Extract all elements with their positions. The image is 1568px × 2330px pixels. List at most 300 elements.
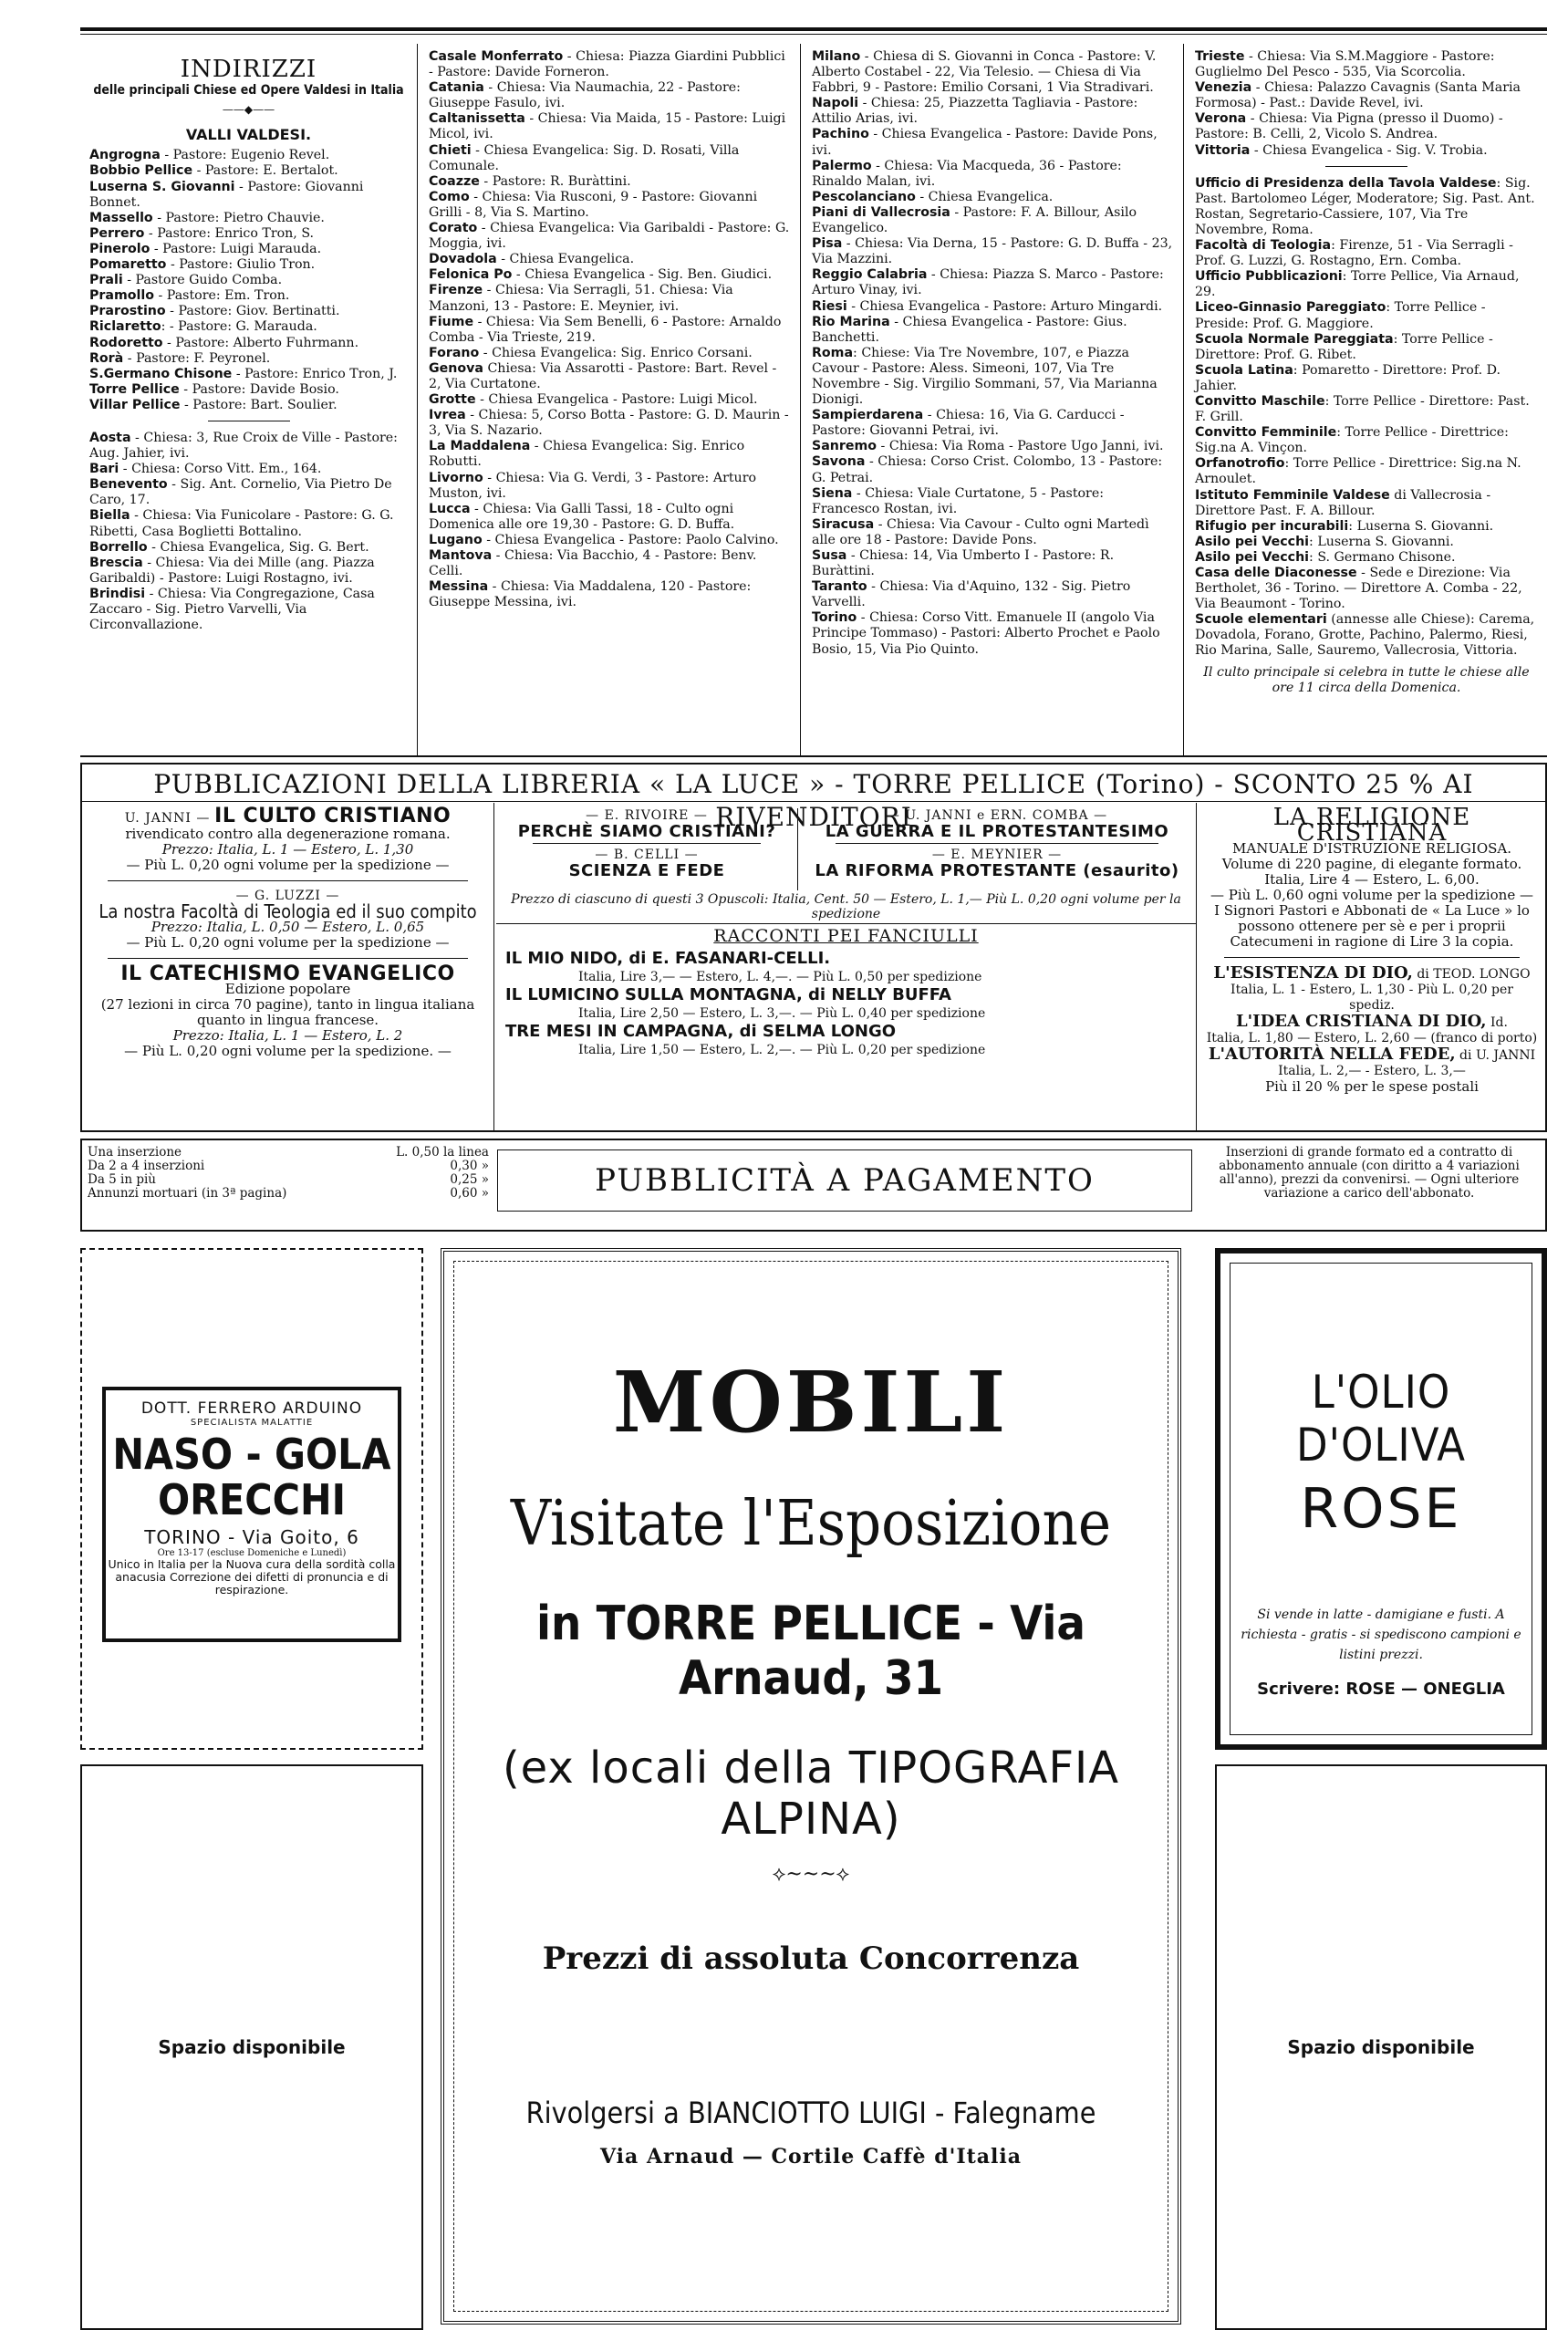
directory-entry bbox=[89, 257, 408, 273]
publications-column-2 bbox=[496, 803, 1197, 1130]
entry-name: Rorà bbox=[89, 350, 124, 366]
book-note: I Signori Pastori e Abbonati de « La Luce » lo possono ottenere per sè e per i proprii Catecumeni in ragione di Lire 3 la copia. bbox=[1214, 902, 1530, 950]
longo-book bbox=[1206, 965, 1538, 1014]
entry-name: Rio Marina bbox=[812, 314, 890, 329]
entry-name: Torino bbox=[812, 610, 857, 626]
entry-name: Savona bbox=[812, 454, 866, 470]
entry-text: : Luserna S. Giovanni. bbox=[1309, 534, 1454, 549]
directory-entry bbox=[89, 367, 408, 382]
entry-text: - Chiesa: Corso Crist. Colombo, 13 - Pastore: G. Petrai. bbox=[812, 454, 1163, 485]
directory-entry bbox=[429, 392, 791, 408]
entry-name: Genova bbox=[429, 360, 483, 376]
story-price: Italia, Lire 2,50 — Estero, L. 3,—. — Più L. 0,40 per spedizione bbox=[578, 1006, 986, 1021]
longo-author: di TEOD. LONGO bbox=[1412, 967, 1531, 982]
directory-entry bbox=[1195, 80, 1538, 111]
entry-text: - Chiesa Evangelica - Sig. V. Trobia. bbox=[1250, 142, 1488, 158]
entry-text: - Chiesa: Palazzo Cavagnis (Santa Maria Formosa) - Past.: Davide Revel, ivi. bbox=[1195, 80, 1521, 111]
entry-text: - Pastore Guido Comba. bbox=[122, 273, 283, 288]
entry-name: Grotte bbox=[429, 392, 476, 408]
directory-entry bbox=[812, 315, 1174, 346]
entry-name: Scuole elementari bbox=[1195, 612, 1327, 628]
directory-entry bbox=[812, 299, 1174, 315]
longo-book bbox=[1206, 1046, 1538, 1079]
directory-entry bbox=[812, 190, 1174, 205]
directory-section bbox=[80, 44, 1547, 757]
olio-desc: Si vende in latte - damigiane e fusti. A richiesta - gratis - si spediscono campioni e listini prezzi. bbox=[1241, 1607, 1521, 1662]
available-space-left: Spazio disponibile bbox=[80, 1764, 423, 2330]
divider bbox=[533, 843, 761, 844]
entry-name: Lugano bbox=[429, 532, 483, 547]
publications-column-3 bbox=[1199, 803, 1545, 1130]
entry-name: Roma bbox=[812, 345, 854, 360]
entry-text: - Chiesa Evangelica - Pastore: Luigi Micol. bbox=[475, 392, 758, 408]
doctor-name: DOTT. FERRERO ARDUINO bbox=[140, 1399, 363, 1418]
directory-column-4 bbox=[1186, 44, 1547, 755]
directory-entry bbox=[812, 346, 1174, 408]
directory-entry bbox=[1195, 519, 1538, 535]
directory-entry bbox=[1195, 143, 1538, 159]
directory-entry bbox=[429, 267, 791, 283]
entry-text: - Chiesa: Via Roma - Pastore Ugo Janni, ivi. bbox=[877, 439, 1164, 454]
directory-entry bbox=[812, 127, 1174, 158]
luzzi-block bbox=[89, 889, 486, 951]
entry-name: Convitto Maschile bbox=[1195, 393, 1325, 409]
entry-name: Liceo-Ginnasio Pareggiato bbox=[1195, 300, 1386, 316]
entry-text: : Torre Pellice - Direttore: Past. F. Grill. bbox=[1195, 393, 1530, 425]
entry-name: Verona bbox=[1195, 111, 1247, 127]
book-shipping: — Più L. 0,20 ogni volume per la spedizione — bbox=[126, 857, 450, 873]
entry-text: - Chiesa: 25, Piazzetta Tagliavia - Pastore: Attilio Arias, ivi. bbox=[812, 96, 1138, 127]
worship-note: Il culto principale si celebra in tutte le chiese alle ore 11 circa della Domenica. bbox=[1203, 664, 1530, 695]
book-price: Prezzo: Italia, L. 0,50 — Estero, L. 0,65 bbox=[151, 919, 425, 935]
olio-title: L'OLIO D'OLIVA bbox=[1295, 1366, 1467, 1472]
longo-author: Id. bbox=[1486, 1015, 1508, 1030]
directory-entry bbox=[1195, 550, 1538, 566]
mobili-prices: Prezzi di assoluta Concorrenza bbox=[542, 1940, 1080, 1977]
entry-text: - Chiesa Evangelica. bbox=[496, 252, 635, 267]
entry-name: Istituto Femminile Valdese bbox=[1195, 487, 1390, 503]
entry-name: S.Germano Chisone bbox=[89, 366, 233, 381]
entry-name: Prarostino bbox=[89, 304, 166, 319]
story-price: Italia, Lire 1,50 — Estero, L. 2,—. — Più L. 0,20 per spedizione bbox=[578, 1043, 986, 1057]
olio-contact: Scrivere: ROSE — ONEGLIA bbox=[1257, 1680, 1505, 1699]
entry-text: - Pastore: Alberto Fuhrmann. bbox=[162, 335, 359, 350]
entry-text: - Chiesa: Via dei Mille (ang. Piazza Garibaldi) - Pastore: Luigi Rostagno, ivi. bbox=[89, 555, 375, 586]
entry-name: Benevento bbox=[89, 477, 168, 493]
directory-entry bbox=[89, 211, 408, 226]
cities-list-4 bbox=[1195, 49, 1538, 159]
longo-price: Italia, L. 1,80 — Estero, L. 2,60 — (franco di porto) bbox=[1206, 1031, 1538, 1045]
entry-text: - Pastore: Davide Bosio. bbox=[179, 381, 339, 397]
entry-name: Pachino bbox=[812, 127, 869, 142]
directory-entry bbox=[1195, 269, 1538, 300]
entry-text: : Luserna S. Giovanni. bbox=[1348, 518, 1494, 534]
cities-list-2 bbox=[429, 49, 791, 610]
directory-entry bbox=[89, 477, 408, 508]
longo-price: Italia, L. 2,— - Estero, L. 3,— bbox=[1278, 1064, 1466, 1078]
entry-name: Livorno bbox=[429, 470, 483, 485]
entry-name: Pomaretto bbox=[89, 257, 167, 273]
entry-name: Angrogna bbox=[89, 148, 161, 163]
entry-text: - Chiesa: Via Pigna (presso il Duomo) - Pastore: B. Celli, 2, Vicolo S. Andrea. bbox=[1195, 111, 1503, 142]
entry-name: Firenze bbox=[429, 283, 483, 298]
entry-text: - Chiesa: Via Sem Benelli, 6 - Pastore: Arnaldo Comba - Via Trieste, 219. bbox=[429, 314, 782, 345]
entry-text: - Chiesa: Piazza Giardini Pubblici - Pastore: Davide Forneron. bbox=[429, 49, 785, 80]
entry-text: - Chiesa di S. Giovanni in Conca - Pastore: V. Alberto Costabel - 22, Via Telesio. — Chiesa di Via Fabbri, 9 - Pastore: Emilio Corsani, 1 Via Stradivari. bbox=[812, 49, 1157, 96]
advertising-rates bbox=[80, 1139, 1547, 1232]
doctor-address: TORINO - Via Goito, 6 bbox=[144, 1526, 359, 1548]
directory-entry bbox=[1195, 425, 1538, 456]
directory-entry bbox=[429, 111, 791, 142]
directory-entry bbox=[429, 361, 791, 392]
book-shipping: — Più L. 0,60 ogni volume per la spedizione — bbox=[1210, 887, 1533, 903]
directory-entry bbox=[89, 304, 408, 319]
entry-name: Aosta bbox=[89, 430, 131, 445]
entry-name: Lucca bbox=[429, 501, 471, 516]
entry-name: Susa bbox=[812, 548, 847, 563]
entry-text: - Chiesa Evangelica - Pastore: Gius. Banchetti. bbox=[812, 314, 1127, 345]
valli-list bbox=[89, 148, 408, 413]
entry-text: - Chiesa: 3, Rue Croix de Ville - Pastore: Aug. Jahier, ivi. bbox=[89, 430, 398, 462]
book-price: Prezzo: Italia, L. 1 — Estero, L. 1,30 bbox=[161, 841, 414, 858]
book-edition: Edizione popolare bbox=[224, 981, 351, 997]
racconti-list bbox=[505, 950, 1187, 1059]
directory-entry bbox=[89, 273, 408, 288]
ad-mobili bbox=[441, 1248, 1181, 2325]
directory-entry bbox=[89, 508, 408, 539]
entry-name: Borrello bbox=[89, 539, 148, 555]
entry-name: Asilo pei Vecchi bbox=[1195, 534, 1310, 549]
entry-text: - Chiesa: Piazza S. Marco - Pastore: Arturo Vinay, ivi. bbox=[812, 267, 1164, 298]
directory-entry bbox=[812, 267, 1174, 298]
top-rule bbox=[80, 27, 1547, 31]
entry-name: Casale Monferrato bbox=[429, 49, 564, 64]
directory-entry bbox=[429, 221, 791, 252]
entry-text: - Sig. Ant. Cornelio, Via Pietro De Caro, 17. bbox=[89, 477, 392, 508]
entry-text: - Chiesa: Corso Vitt. Em., 164. bbox=[119, 462, 322, 477]
entry-text: : Torre Pellice - Direttrice: Sig.na A. Vinçon. bbox=[1195, 425, 1509, 456]
entry-text: - Chiesa: Via Maddalena, 120 - Pastore: Giuseppe Messina, ivi. bbox=[429, 579, 752, 610]
entry-text: : Sig. Past. Bartolomeo Léger, Moderatore; Sig. Past. Ant. Rostan, Segretario-Cassiere, 107, Via Tre Novembre, Roma. bbox=[1195, 175, 1535, 237]
book-title: IL CULTO CRISTIANO bbox=[214, 805, 452, 827]
entry-name: Piani di Vallecrosia bbox=[812, 204, 950, 220]
directory-entry bbox=[89, 462, 408, 477]
entry-text: - Pastore: Enrico Tron, J. bbox=[232, 366, 398, 381]
entry-name: Dovadola bbox=[429, 252, 497, 267]
mobili-title: MOBILI bbox=[612, 1353, 1010, 1451]
directory-title: INDIRIZZI bbox=[180, 56, 317, 83]
directory-entry bbox=[89, 242, 408, 257]
divider bbox=[1224, 957, 1520, 958]
book-desc: rivendicato contro alla degenerazione romana. bbox=[125, 826, 451, 842]
ad-ferrero-frame bbox=[102, 1387, 401, 1642]
olio-brand: ROSE bbox=[1300, 1477, 1462, 1541]
directory-entry bbox=[89, 431, 408, 462]
entry-text: - Pastore: Giulio Tron. bbox=[166, 257, 316, 273]
valli-heading: VALLI VALDESI. bbox=[185, 126, 312, 144]
entry-name: Siena bbox=[812, 485, 853, 501]
entry-text: - Chiesa Evangelica - Pastore: Davide Pons, ivi. bbox=[812, 127, 1158, 158]
publications-title: PUBBLICAZIONI DELLA LIBRERIA « LA LUCE » - TORRE PELLICE (Torino) - SCONTO 25 % AI RIVENDITORI bbox=[82, 768, 1545, 802]
entry-text: : Firenze, 51 - Via Serragli - Prof. G. Luzzi, G. Rostagno, Ern. Comba. bbox=[1195, 238, 1513, 269]
ad-mobili-frame bbox=[453, 1261, 1168, 2312]
entry-name: Como bbox=[429, 189, 470, 204]
doctor-specialist: SPECIALISTA MALATTIE bbox=[190, 1418, 314, 1428]
mobili-visit: Visitate l'Esposizione bbox=[510, 1488, 1112, 1560]
directory-entry bbox=[812, 96, 1174, 127]
entry-name: Palermo bbox=[812, 158, 872, 173]
book-title: IL CATECHISMO EVANGELICO bbox=[120, 962, 455, 985]
ornament-icon: ⟡~~~⟡ bbox=[772, 1863, 850, 1886]
entry-text: : Torre Pellice - Direttrice: Sig.na N. Arnoulet. bbox=[1195, 456, 1521, 487]
rate-row bbox=[88, 1146, 489, 1160]
directory-entry bbox=[1195, 535, 1538, 550]
book-title: La nostra Facoltà di Teologia ed il suo compito bbox=[99, 900, 477, 922]
entry-text: : Pomaretto - Direttore: Prof. D. Jahier. bbox=[1195, 362, 1501, 393]
entry-text: - Chiesa: Via Naumachia, 22 - Pastore: Giuseppe Fasulo, ivi. bbox=[429, 80, 741, 111]
entry-name: Asilo pei Vecchi bbox=[1195, 549, 1310, 565]
entry-name: Ufficio Pubblicazioni bbox=[1195, 269, 1343, 285]
entry-name: Bari bbox=[89, 462, 119, 477]
entry-text: - Chiesa: Corso Vitt. Emanuele II (angolo Via Principe Tommaso) - Pastori: Alberto Prochet e Paolo Bosio, 15, Via Pio Quinto. bbox=[812, 610, 1160, 657]
story-item bbox=[505, 950, 1187, 986]
longo-author: di U. JANNI bbox=[1455, 1048, 1536, 1063]
rate-row bbox=[88, 1187, 489, 1201]
book-title: PERCHÈ SIAMO CRISTIANI? bbox=[517, 822, 776, 841]
pamphlets-price-note: Prezzo di ciascuno di questi 3 Opuscoli: Italia, Cent. 50 — Estero, L. 1,— Più L. 0,20 ogni volume per la spedizione bbox=[511, 892, 1181, 921]
directory-entry bbox=[812, 205, 1174, 236]
entry-text: - Pastore: Bart. Soulier. bbox=[180, 397, 337, 412]
book-subtitle: MANUALE D'ISTRUZIONE RELIGIOSA. bbox=[1232, 840, 1511, 857]
entry-text: - Chiesa: 16, Via G. Carducci - Pastore: Giovanni Petrai, ivi. bbox=[812, 408, 1125, 439]
entry-text: - Pastore: Em. Tron. bbox=[153, 288, 290, 304]
entry-name: Perrero bbox=[89, 225, 145, 241]
entry-text: - Chiesa Evangelica - Pastore: Arturo Mingardi. bbox=[846, 298, 1163, 314]
directory-entry bbox=[1195, 363, 1538, 394]
rate-row bbox=[88, 1173, 489, 1187]
directory-entry bbox=[812, 454, 1174, 485]
entry-text: - Chiesa Evangelica: Sig. Enrico Corsani. bbox=[479, 345, 753, 360]
directory-entry bbox=[429, 49, 791, 80]
entry-text: di Vallecrosia - Direttore Past. F. A. Billour. bbox=[1195, 487, 1491, 518]
entry-name: Pisa bbox=[812, 236, 843, 252]
entry-name: Riclaretto bbox=[89, 319, 161, 335]
directory-entry bbox=[429, 252, 791, 267]
directory-entry bbox=[812, 408, 1174, 439]
entry-text: : S. Germano Chisone. bbox=[1309, 549, 1456, 565]
story-title: TRE MESI IN CAMPAGNA, di SELMA LONGO bbox=[505, 1022, 897, 1041]
ads-area bbox=[80, 1241, 1547, 2281]
story-price: Italia, Lire 3,— — Estero, L. 4,—. — Più L. 0,50 per spedizione bbox=[578, 970, 982, 984]
entry-name: Catania bbox=[429, 80, 484, 96]
directory-entry bbox=[429, 174, 791, 190]
entry-text: - Chiesa Evangelica: Sig. Enrico Robutti. bbox=[429, 439, 745, 470]
directory-entry bbox=[429, 471, 791, 502]
divider bbox=[108, 958, 468, 959]
ad-olio-frame bbox=[1230, 1263, 1532, 1735]
mobili-address: in TORRE PELLICE - Via Arnaud, 31 bbox=[536, 1597, 1085, 1706]
entry-text: - Pastore: Giovanni Bonnet. bbox=[89, 179, 364, 210]
mobili-location: Via Arnaud — Cortile Caffè d'Italia bbox=[599, 2145, 1022, 2169]
rate-price: 0,30 » bbox=[450, 1159, 489, 1173]
directory-subtitle: delle principali Chiese ed Opere Valdesi in Italia bbox=[93, 83, 404, 99]
entry-name: Napoli bbox=[812, 96, 859, 111]
directory-entry bbox=[429, 283, 791, 314]
book-author: — U. JANNI e ERN. COMBA — bbox=[886, 808, 1108, 823]
publications-column-1 bbox=[82, 803, 494, 1130]
entry-name: Taranto bbox=[812, 579, 867, 595]
longo-book bbox=[1206, 1014, 1538, 1046]
available-space-right: Spazio disponibile bbox=[1215, 1764, 1547, 2330]
directory-entry bbox=[89, 148, 408, 163]
doctor-note: Unico in Italia per la Nuova cura della sordità colla anacusia Correzione dei difetti di pronuncia e di respirazione. bbox=[108, 1557, 396, 1597]
divider bbox=[108, 880, 468, 881]
directory-entry bbox=[812, 579, 1174, 610]
mobili-contact: Rivolgersi a BIANCIOTTO LUIGI - Falegname bbox=[525, 2096, 1096, 2130]
ad-ferrero bbox=[80, 1248, 423, 1750]
directory-entry bbox=[1195, 300, 1538, 331]
book-shipping: — Più L. 0,20 ogni volume per la spedizione. — bbox=[124, 1043, 452, 1059]
entry-name: Sanremo bbox=[812, 439, 877, 454]
entry-name: Prali bbox=[89, 273, 123, 288]
directory-entry bbox=[1195, 238, 1538, 269]
entry-text: - Chiesa: Via Cavour - Culto ogni Martedì alle ore 18 - Pastore: Davide Pons. bbox=[812, 516, 1149, 547]
story-title: IL MIO NIDO, di E. FASANARI-CELLI. bbox=[505, 949, 831, 968]
entry-name: Brescia bbox=[89, 555, 143, 570]
entry-text: : Torre Pellice, Via Arnaud, 29. bbox=[1195, 269, 1520, 300]
entry-name: Luserna S. Giovanni bbox=[89, 179, 235, 194]
entry-name: Rifugio per incurabili bbox=[1195, 518, 1349, 534]
directory-entry bbox=[429, 315, 791, 346]
entry-name: Caltanissetta bbox=[429, 111, 525, 127]
entry-text: - Chiesa: Via Rusconi, 9 - Pastore: Giovanni Grilli - 8, Via S. Martino. bbox=[429, 189, 758, 220]
entry-text: - Chiesa: Via Galli Tassi, 18 - Culto ogni Domenica alle ore 19,30 - Pastore: G. D. Buffa. bbox=[429, 501, 735, 532]
pamphlets-right bbox=[799, 808, 1195, 890]
rate-label: Da 2 a 4 inserzioni bbox=[88, 1159, 205, 1173]
directory-entry bbox=[89, 226, 408, 242]
directory-entry bbox=[1195, 394, 1538, 425]
culto-block bbox=[89, 805, 486, 873]
book-author: U. JANNI — bbox=[124, 811, 211, 826]
entry-text: - Chiesa Evangelica - Pastore: Paolo Calvino. bbox=[482, 532, 779, 547]
story-item bbox=[505, 986, 1187, 1023]
pamphlets-block bbox=[496, 803, 1196, 924]
catechismo-block bbox=[89, 962, 486, 1059]
directory-entry bbox=[89, 319, 408, 335]
entry-name: Rodoretto bbox=[89, 335, 163, 350]
entry-text: - Chiesa Evangelica. bbox=[915, 189, 1054, 204]
newspaper-page bbox=[80, 27, 1547, 2281]
entry-text: - Chiesa Evangelica: Sig. D. Rosati, Villa Comunale. bbox=[429, 142, 740, 173]
directory-entry bbox=[812, 548, 1174, 579]
entry-name: Orfanotrofio bbox=[1195, 456, 1285, 472]
book-title: LA GUERRA E IL PROTESTANTESIMO bbox=[825, 822, 1169, 841]
entry-text: (annesse alle Chiese): Carema, Dovadola, Forano, Grotte, Pachino, Palermo, Riesi, Rio Marina, Salle, Sauremo, Vallecrosia, Vittoria. bbox=[1195, 612, 1535, 659]
entry-name: Pescolanciano bbox=[812, 189, 916, 204]
rate-price: 0,25 » bbox=[450, 1172, 489, 1187]
entry-name: Messina bbox=[429, 579, 489, 595]
entry-text: : Chiese: Via Tre Novembre, 107, e Piazza Cavour - Pastore: Aless. Simeoni, 107, Via Tre Novembre - Sig. Virgilio Sommani, 57, Via Marianna Dionigi. bbox=[812, 345, 1158, 408]
entry-text: - Chiesa: Via Bacchio, 4 - Pastore: Benv. Celli. bbox=[429, 548, 757, 579]
entry-text: - Pastore: F. A. Billour, Asilo Evangelico. bbox=[812, 204, 1137, 236]
mobili-former-premises: (ex locali della TIPOGRAFIA ALPINA) bbox=[502, 1742, 1120, 1845]
entry-text: : Torre Pellice - Preside: Prof. G. Maggiore. bbox=[1195, 300, 1486, 331]
directory-entry bbox=[89, 540, 408, 556]
book-desc: (27 lezioni in circa 70 pagine), tanto in lingua italiana quanto in lingua francese. bbox=[100, 996, 475, 1028]
cities-list-1 bbox=[89, 431, 408, 633]
directory-entry bbox=[429, 548, 791, 579]
section-divider bbox=[1325, 166, 1407, 167]
rate-price: L. 0,50 la linea bbox=[396, 1145, 489, 1160]
entry-name: Scuola Latina bbox=[1195, 362, 1293, 378]
entry-name: Riesi bbox=[812, 298, 847, 314]
entry-name: Pramollo bbox=[89, 288, 154, 304]
directory-entry bbox=[429, 143, 791, 174]
entry-name: Scuola Normale Pareggiata bbox=[1195, 331, 1394, 347]
rate-row bbox=[88, 1160, 489, 1173]
large-format-note: Inserzioni di grande formato ed a contratto di abbonamento annuale (con diritto a 4 variazioni all'anno), prezzi da convenirsi. — Ogni ulteriore variazione a carico dell'abbonato. bbox=[1219, 1145, 1520, 1201]
entry-name: Trieste bbox=[1195, 49, 1245, 64]
entry-text: - Pastore: E. Bertalot. bbox=[192, 163, 338, 179]
entry-text: - Chiesa: 5, Corso Botta - Pastore: G. D. Maurin - 3, Via S. Nazario. bbox=[429, 408, 789, 439]
longo-title: L'ESISTENZA DI DIO, bbox=[1213, 963, 1413, 983]
postal-note: Più il 20 % per le spese postali bbox=[1265, 1078, 1479, 1095]
directory-entry bbox=[89, 180, 408, 211]
entry-text: - Chiesa Evangelica - Sig. Ben. Giudici. bbox=[512, 267, 773, 283]
entry-name: Facoltà di Teologia bbox=[1195, 238, 1332, 254]
rate-label: Una inserzione bbox=[88, 1145, 182, 1160]
entry-text: - Chiesa: Via Serragli, 51. Chiesa: Via Manzoni, 13 - Pastore: E. Meynier, ivi. bbox=[429, 283, 733, 314]
entry-text: - Pastore: Enrico Tron, S. bbox=[144, 225, 315, 241]
directory-entry bbox=[89, 351, 408, 367]
directory-entry bbox=[429, 408, 791, 439]
directory-entry bbox=[812, 610, 1174, 657]
directory-entry bbox=[89, 163, 408, 179]
entry-name: Mantova bbox=[429, 548, 493, 563]
racconti-block bbox=[496, 925, 1196, 1130]
directory-entry bbox=[1195, 612, 1538, 659]
entry-name: Villar Pellice bbox=[89, 397, 181, 412]
entry-text: - Chiesa: Via d'Aquino, 132 - Sig. Pietro Varvelli. bbox=[812, 579, 1131, 610]
doctor-hours: Ore 13-17 (escluse Domeniche e Lunedì) bbox=[157, 1548, 347, 1558]
entry-text: - Chiesa: Via Funicolare - Pastore: G. G. Ribetti, Casa Boglietti Bottalino. bbox=[89, 508, 394, 539]
directory-entry bbox=[429, 579, 791, 610]
entry-text: - Pastore: Luigi Marauda. bbox=[150, 241, 322, 256]
pamphlets-left bbox=[496, 808, 798, 890]
directory-entry bbox=[1195, 566, 1538, 612]
directory-entry bbox=[1195, 49, 1538, 80]
entry-name: Corato bbox=[429, 221, 478, 236]
entry-name: Reggio Calabria bbox=[812, 267, 928, 283]
directory-entry bbox=[89, 336, 408, 351]
book-shipping: — Più L. 0,20 ogni volume per la spedizione — bbox=[126, 934, 450, 951]
directory-column-3 bbox=[803, 44, 1184, 755]
directory-entry bbox=[89, 398, 408, 413]
longo-title: L'AUTORITÀ NELLA FEDE, bbox=[1208, 1045, 1456, 1064]
longo-price: Italia, L. 1 - Estero, L. 1,30 - Più L. 0,20 per spediz. bbox=[1231, 983, 1513, 1013]
directory-entry bbox=[89, 288, 408, 304]
entry-text: : - Pastore: G. Marauda. bbox=[161, 319, 317, 335]
book-author: — E. MEYNIER — bbox=[931, 848, 1063, 862]
book-author: — B. CELLI — bbox=[595, 848, 699, 862]
top-rule-thin bbox=[80, 34, 1547, 35]
entry-name: Brindisi bbox=[89, 586, 146, 601]
entry-text: - Chiesa: Via S.M.Maggiore - Pastore: Guglielmo Del Pesco - 535, Via Scorcolia. bbox=[1195, 49, 1495, 80]
entry-text: - Chiesa: Viale Curtatone, 5 - Pastore: Francesco Rostan, ivi. bbox=[812, 485, 1105, 516]
publications-banner bbox=[80, 763, 1547, 1132]
entry-name: Casa delle Diaconesse bbox=[1195, 566, 1357, 580]
book-title: LA RIFORMA PROTESTANTE (esaurito) bbox=[815, 861, 1179, 880]
